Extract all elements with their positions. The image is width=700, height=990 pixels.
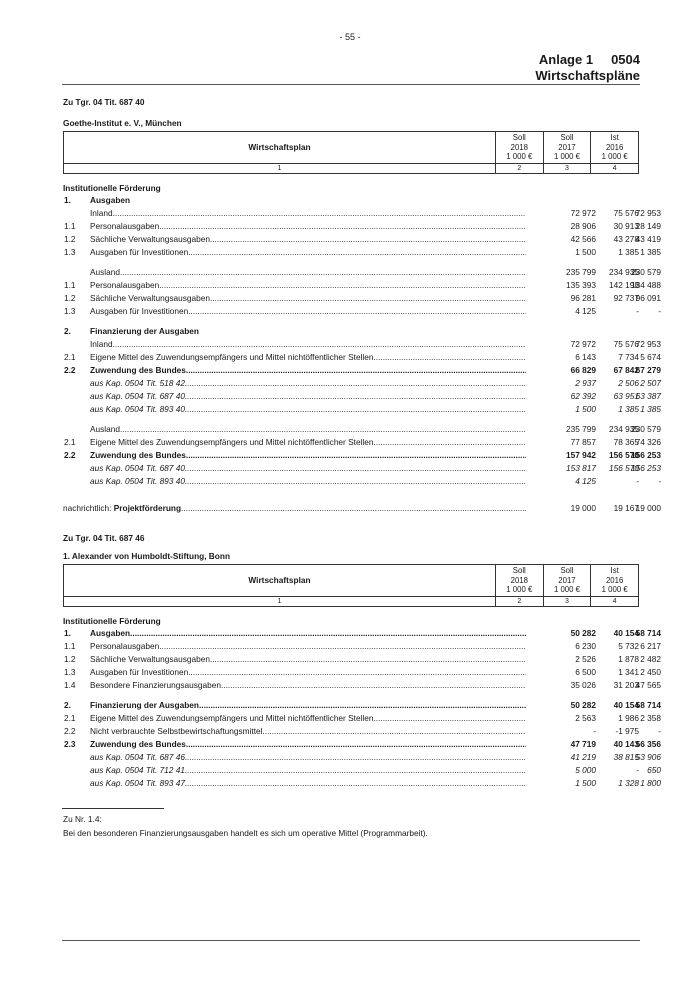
row-value: 58 714	[635, 700, 661, 710]
row-value: 6 217	[640, 641, 661, 651]
section2-table-header	[63, 564, 639, 607]
row-value: 74 326	[635, 437, 661, 447]
row-label: Zuwendung des Bundes .....	[90, 738, 526, 751]
row-number: 1.3	[64, 247, 76, 257]
row-value: 2 482	[640, 654, 661, 664]
footnote-rule	[62, 808, 164, 809]
row-number: 1.2	[64, 654, 76, 664]
row-label: Sächliche Verwaltungsausgaben .....	[90, 653, 526, 666]
table-row	[63, 377, 661, 390]
row-label: Ausgaben	[90, 195, 131, 205]
row-value: 63 951	[613, 391, 639, 401]
row-label: Nicht verbrauchte Selbstbewirtschaftungsmittel .....	[90, 725, 526, 738]
row-value: 156 253	[631, 463, 661, 473]
row-value: 157 942	[566, 450, 596, 460]
row-value: -	[658, 726, 661, 736]
table-row	[63, 777, 661, 790]
table-row	[63, 627, 661, 640]
row-value: 1 500	[575, 404, 596, 414]
row-value: -	[593, 726, 596, 736]
table-row	[63, 246, 661, 259]
row-number: 1.1	[64, 641, 76, 651]
row-value: 28 149	[635, 221, 661, 231]
col-num-1: 1	[64, 596, 496, 606]
footer-rule	[62, 940, 640, 941]
row-value: 72 953	[635, 339, 661, 349]
row-value: 77 857	[570, 437, 596, 447]
row-value: 40 154	[613, 700, 639, 710]
project-funding-note: nachrichtlich: Projektförderung ..... 19 000 19 000 19 167	[63, 502, 639, 515]
header-col-4: Ist 2016 1 000 €	[591, 565, 639, 597]
row-value: 1 385	[618, 247, 639, 257]
col-num-3: 3	[543, 163, 591, 173]
row-value: 234 935	[609, 424, 639, 434]
row-number: 1.3	[64, 667, 76, 677]
table-row	[63, 699, 661, 712]
row-value: 50 282	[570, 700, 596, 710]
row-value: 2 450	[640, 667, 661, 677]
row-value: -1 975	[615, 726, 639, 736]
row-value: 1 500	[575, 247, 596, 257]
row-value: 5 674	[640, 352, 661, 362]
col-num-2: 2	[495, 163, 543, 173]
row-number: 1.4	[64, 680, 76, 690]
row-value: 1 341	[618, 667, 639, 677]
row-value: 43 278	[613, 234, 639, 244]
row-number: 1.	[64, 628, 71, 638]
row-value: 650	[647, 765, 661, 775]
row-number: 2.3	[64, 739, 76, 749]
row-label: aus Kap. 0504 Tit. 518 42 .....	[90, 377, 526, 390]
row-value: 96 091	[635, 293, 661, 303]
row-value: 6 143	[575, 352, 596, 362]
row-label: Ausland .....	[90, 423, 526, 436]
chapter-code: 0504	[611, 52, 640, 67]
row-value: 2 563	[575, 713, 596, 723]
row-value: 53 906	[635, 752, 661, 762]
row-value: 1 986	[618, 713, 639, 723]
table-row	[63, 292, 661, 305]
row-value: -	[636, 765, 639, 775]
row-value: 7 734	[618, 352, 639, 362]
section1-tgr: Zu Tgr. 04 Tit. 687 40	[63, 97, 145, 107]
table-row	[63, 475, 661, 488]
row-value: 1 385	[640, 404, 661, 414]
row-number: 2.1	[64, 352, 76, 362]
row-value: 47 565	[635, 680, 661, 690]
row-label: Inland .....	[90, 338, 526, 351]
row-label: aus Kap. 0504 Tit. 687 46 .....	[90, 751, 526, 764]
col-num-1: 1	[64, 163, 496, 173]
row-value: 134 488	[631, 280, 661, 290]
table-row	[63, 640, 661, 653]
header-col-3: Soll 2017 1 000 €	[543, 132, 591, 164]
table-row	[63, 194, 639, 207]
row-value: 92 737	[613, 293, 639, 303]
row-value: 4 125	[575, 476, 596, 486]
row-number: 2.2	[64, 450, 76, 460]
page-title: Wirtschaftspläne	[535, 68, 640, 83]
row-value: 72 972	[570, 339, 596, 349]
row-label: Ausgaben für Investitionen .....	[90, 305, 526, 318]
row-value: 1 385	[618, 404, 639, 414]
row-number: 2.1	[64, 437, 76, 447]
table-row	[63, 679, 661, 692]
row-value: 5 732	[618, 641, 639, 651]
section1-group: Institutionelle Förderung	[63, 183, 161, 193]
table-row	[63, 351, 661, 364]
row-label: aus Kap. 0504 Tit. 893 40 .....	[90, 403, 526, 416]
table-row	[63, 725, 661, 738]
row-number: 1.2	[64, 234, 76, 244]
table-row	[63, 462, 661, 475]
section2-group: Institutionelle Förderung	[63, 616, 161, 626]
header-col-4: Ist 2016 1 000 €	[591, 132, 639, 164]
row-label: Zuwendung des Bundes .....	[90, 364, 526, 377]
row-label: Sächliche Verwaltungsausgaben .....	[90, 233, 526, 246]
table-row	[63, 449, 661, 462]
row-number: 2.2	[64, 726, 76, 736]
row-value: 2 526	[575, 654, 596, 664]
row-number: 1.1	[64, 221, 76, 231]
table-row	[63, 738, 661, 751]
row-label: Eigene Mittel des Zuwendungsempfängers und Mittel nichtöffentlicher Stellen .....	[90, 351, 526, 364]
row-value: 41 219	[570, 752, 596, 762]
table-row	[63, 712, 661, 725]
row-value: 2 507	[640, 378, 661, 388]
row-value: 28 906	[570, 221, 596, 231]
row-label: Besondere Finanzierungsausgaben .....	[90, 679, 526, 692]
row-number: 1.3	[64, 306, 76, 316]
row-value: 1 500	[575, 778, 596, 788]
row-label: Ausgaben .....	[90, 627, 526, 640]
row-value: 58 714	[635, 628, 661, 638]
table-row	[63, 436, 661, 449]
row-value: 42 566	[570, 234, 596, 244]
row-value: 1 800	[640, 778, 661, 788]
row-value: -	[636, 306, 639, 316]
row-value: 66 829	[570, 365, 596, 375]
row-label: Personalausgaben .....	[90, 279, 526, 292]
row-value: 40 143	[613, 739, 639, 749]
table-row	[63, 666, 661, 679]
row-label: Finanzierung der Ausgaben	[90, 326, 199, 336]
table-row	[63, 764, 661, 777]
table-row	[63, 279, 661, 292]
header-label: Wirtschaftsplan	[64, 565, 496, 597]
row-label: aus Kap. 0504 Tit. 687 40 .....	[90, 462, 526, 475]
row-value: 35 026	[570, 680, 596, 690]
table-row	[63, 305, 661, 318]
annex-number: Anlage 1	[538, 52, 594, 67]
row-value: 75 576	[613, 339, 639, 349]
row-number: 1.	[64, 195, 71, 205]
table-row	[63, 220, 661, 233]
row-label: aus Kap. 0504 Tit. 893 47 .....	[90, 777, 526, 790]
row-value: 235 799	[566, 424, 596, 434]
row-value: 235 799	[566, 267, 596, 277]
row-label: aus Kap. 0504 Tit. 712 41 .....	[90, 764, 526, 777]
row-label: Ausland .....	[90, 266, 526, 279]
row-value: 142 198	[609, 280, 639, 290]
row-label: Personalausgaben .....	[90, 640, 526, 653]
table-row	[63, 325, 639, 338]
row-label: Ausgaben für Investitionen .....	[90, 246, 526, 259]
row-value: 5 000	[575, 765, 596, 775]
row-value: 67 279	[635, 365, 661, 375]
row-value: 72 972	[570, 208, 596, 218]
table-row	[63, 653, 661, 666]
table-row	[63, 207, 661, 220]
page-number: - 55 -	[339, 32, 361, 42]
row-label: Personalausgaben .....	[90, 220, 526, 233]
row-value: 40 154	[613, 628, 639, 638]
row-value: 56 356	[635, 739, 661, 749]
table-row	[63, 338, 661, 351]
row-value: 50 282	[570, 628, 596, 638]
row-value: 72 953	[635, 208, 661, 218]
row-value: 75 576	[613, 208, 639, 218]
row-value: 234 935	[609, 267, 639, 277]
header-col-2: Soll 2018 1 000 €	[495, 565, 543, 597]
row-number: 2.	[64, 700, 71, 710]
row-number: 2.	[64, 326, 71, 336]
row-value: 2 937	[575, 378, 596, 388]
row-value: 2 506	[618, 378, 639, 388]
row-label: Eigene Mittel des Zuwendungsempfängers und Mittel nichtöffentlicher Stellen .....	[90, 712, 526, 725]
row-value: 6 500	[575, 667, 596, 677]
col-num-3: 3	[543, 596, 591, 606]
col-num-2: 2	[495, 596, 543, 606]
row-value: 78 365	[613, 437, 639, 447]
table-row	[63, 403, 661, 416]
row-label: Ausgaben für Investitionen .....	[90, 666, 526, 679]
row-value: 156 253	[631, 450, 661, 460]
header-rule	[62, 84, 640, 85]
footnote-text: Bei den besonderen Finanzierungsausgaben handelt es sich um operative Mittel (Programmarbeit).	[63, 828, 428, 838]
row-value: -	[658, 476, 661, 486]
row-value: 67 842	[613, 365, 639, 375]
table-row	[63, 364, 661, 377]
row-value: 30 913	[613, 221, 639, 231]
row-value: 43 419	[635, 234, 661, 244]
table-row	[63, 233, 661, 246]
footnote-ref: Zu Nr. 1.4:	[63, 814, 102, 824]
row-value: 153 817	[566, 463, 596, 473]
row-value: 156 570	[609, 463, 639, 473]
row-value: 1 878	[618, 654, 639, 664]
row-value: 6 230	[575, 641, 596, 651]
row-label: aus Kap. 0504 Tit. 893 40 .....	[90, 475, 526, 488]
row-value: 135 393	[566, 280, 596, 290]
row-value: 230 579	[631, 267, 661, 277]
row-value: 4 125	[575, 306, 596, 316]
table-row	[63, 390, 661, 403]
annex-label	[539, 52, 640, 67]
row-value: -	[636, 476, 639, 486]
row-label: Inland .....	[90, 207, 526, 220]
row-label: Finanzierung der Ausgaben .....	[90, 699, 526, 712]
row-value: 47 719	[570, 739, 596, 749]
col-num-4: 4	[591, 596, 639, 606]
header-col-3: Soll 2017 1 000 €	[543, 565, 591, 597]
table-row	[63, 751, 661, 764]
section2-tgr: Zu Tgr. 04 Tit. 687 46	[63, 533, 145, 543]
row-value: 230 579	[631, 424, 661, 434]
table-row	[63, 423, 661, 436]
row-value: 62 392	[570, 391, 596, 401]
row-number: 2.1	[64, 713, 76, 723]
row-value: 31 203	[613, 680, 639, 690]
section1-table-header	[63, 131, 639, 174]
table-row	[63, 266, 661, 279]
row-number: 1.2	[64, 293, 76, 303]
row-label: Eigene Mittel des Zuwendungsempfängers und Mittel nichtöffentlicher Stellen .....	[90, 436, 526, 449]
row-value: 1 385	[640, 247, 661, 257]
row-value: -	[658, 306, 661, 316]
row-value: 38 815	[613, 752, 639, 762]
section2-org: 1. Alexander von Humboldt-Stiftung, Bonn	[63, 551, 231, 561]
row-label: aus Kap. 0504 Tit. 687 40 .....	[90, 390, 526, 403]
row-number: 1.1	[64, 280, 76, 290]
row-value: 156 570	[609, 450, 639, 460]
row-value: 2 358	[640, 713, 661, 723]
row-value: 1 328	[618, 778, 639, 788]
header-col-2: Soll 2018 1 000 €	[495, 132, 543, 164]
row-value: 63 387	[635, 391, 661, 401]
row-label: Zuwendung des Bundes .....	[90, 449, 526, 462]
row-number: 2.2	[64, 365, 76, 375]
row-value: 96 281	[570, 293, 596, 303]
section1-org: Goethe-Institut e. V., München	[63, 118, 182, 128]
col-num-4: 4	[591, 163, 639, 173]
row-label: Sächliche Verwaltungsausgaben .....	[90, 292, 526, 305]
header-label: Wirtschaftsplan	[64, 132, 496, 164]
